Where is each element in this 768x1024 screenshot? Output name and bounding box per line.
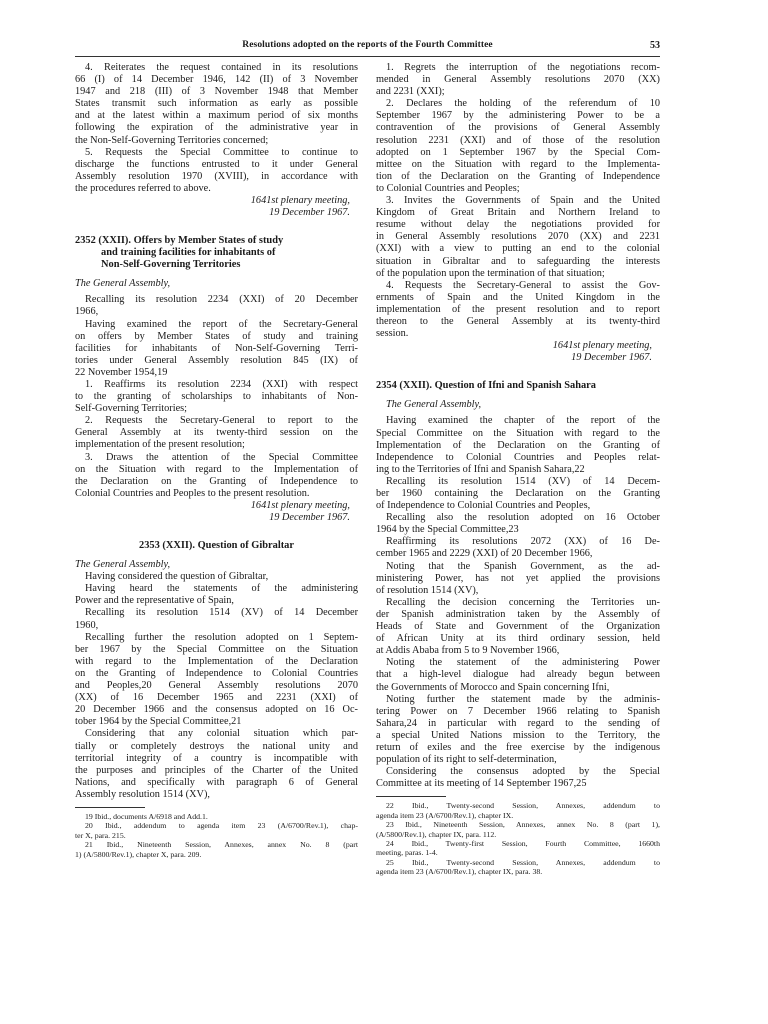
meeting-signature bbox=[75, 195, 358, 219]
text-line: 1960, bbox=[75, 619, 99, 631]
text-line: Implementation of the Declaration on the Granting of bbox=[376, 439, 660, 451]
text-line: facilities for inhabitants of Non-Self-Governing Terri- bbox=[75, 342, 358, 354]
text-line: 4. Reiterates the request contained in its resolutions bbox=[85, 62, 358, 73]
operative-paragraph-4 bbox=[376, 280, 660, 340]
recalling-paragraph bbox=[75, 294, 358, 318]
operative-paragraph-3 bbox=[376, 195, 660, 280]
text-line: Heads of State and Government of the Organization bbox=[376, 621, 660, 633]
recalling-decision-paragraph bbox=[376, 597, 660, 657]
text-line: contravention of the provisions of General Assembly bbox=[376, 122, 660, 134]
text-line: (XXI) with a view to putting an end to the colonial bbox=[376, 243, 660, 255]
text-line: Independence to Colonial Countries and Peoples relat- bbox=[376, 451, 660, 463]
text-line: tering Power on 7 December 1966 relating to Spanish bbox=[376, 705, 660, 717]
text-line: ber 1967 by the Special Committee on the Situation bbox=[75, 643, 358, 655]
general-assembly-line: The General Assembly, bbox=[75, 278, 171, 290]
text-line: in General Assembly resolutions 2070 (XX) and 2231 bbox=[376, 231, 660, 243]
text-line: Assembly resolution 1514 (XV), bbox=[75, 788, 210, 800]
text-line: of Independence to Colonial Countries and Peoples, bbox=[376, 500, 591, 512]
text-line: 19 December 1967. bbox=[571, 352, 652, 364]
footnote-rule bbox=[376, 796, 446, 797]
recalling-paragraph bbox=[376, 476, 660, 512]
left-column bbox=[75, 62, 358, 859]
having-heard-paragraph bbox=[75, 583, 358, 607]
page-number: 53 bbox=[650, 40, 660, 51]
operative-paragraph-2 bbox=[75, 415, 358, 451]
text-line: following the expiration of the administrative year in bbox=[75, 122, 358, 134]
text-line: 1947 and 218 (III) of 3 November 1948 that Member bbox=[75, 86, 358, 98]
running-title: Resolutions adopted on the reports of the Fourth Committee bbox=[242, 40, 493, 50]
text-line: 1641st plenary meeting, bbox=[250, 195, 350, 207]
heading-line: Non-Self-Governing Territories bbox=[101, 259, 241, 271]
footnote: meeting, paras. 1-4. bbox=[376, 848, 438, 858]
noting-statement-paragraph bbox=[376, 657, 660, 693]
text-line: with regard to the Implementation of the Declaration bbox=[75, 655, 358, 667]
text-line: population of its right to self-determination, bbox=[376, 754, 557, 766]
text-line: Recalling also the resolution adopted on 16 October bbox=[386, 512, 660, 524]
text-line: Reaffirming its resolutions 2072 (XX) of 16 De- bbox=[386, 536, 660, 548]
resolution-2353-heading: 2353 (XXII). Question of Gibraltar bbox=[139, 540, 294, 552]
text-line: 1. Regrets the interruption of the negotiations recom- bbox=[386, 62, 660, 73]
text-line: 20 December 1966 and the consensus adopted on 16 Oc- bbox=[75, 704, 358, 716]
text-line: Considering the consensus adopted by the Special bbox=[386, 766, 660, 778]
text-line: tober 1964 by the Special Committee,21 bbox=[75, 716, 242, 728]
text-line: at Addis Ababa from 5 to 9 November 1966, bbox=[376, 645, 560, 657]
text-line: 22 November 1954,19 bbox=[75, 366, 168, 378]
operative-paragraph-2 bbox=[376, 98, 660, 195]
heading-line: 2352 (XXII). Offers by Member States of study bbox=[75, 235, 284, 247]
text-line: resume without delay the negotiations provided for bbox=[376, 219, 660, 231]
text-line: 1. Reaffirms its resolution 2234 (XXI) with respect bbox=[85, 378, 358, 390]
text-line: 3. Draws the attention of the Special Committee bbox=[85, 451, 358, 463]
text-line: that a high-level dialogue had already begun between bbox=[376, 669, 660, 681]
operative-paragraph-1 bbox=[376, 62, 660, 98]
general-assembly-line: The General Assembly, bbox=[386, 399, 482, 411]
footnote: 25 Ibid., Twenty-second Session, Annexes, addendum to bbox=[386, 857, 660, 867]
text-line: Kingdom of Great Britain and Northern Ireland to bbox=[376, 207, 660, 219]
text-line: (XX) of 16 December 1965 and 2231 (XXI) of bbox=[75, 692, 358, 704]
noting-further-paragraph bbox=[376, 694, 660, 767]
text-line: return of exiles and the free exercise by the indigenous bbox=[376, 741, 660, 753]
text-line: General Assembly at its twenty-third session on the bbox=[75, 427, 358, 439]
text-line: Recalling its resolution 1514 (XV) of 14 December bbox=[85, 607, 358, 619]
text-line: tories under General Assembly resolution 845 (IX) of bbox=[75, 354, 358, 366]
text-line: session. bbox=[376, 328, 409, 340]
text-line: Recalling further the resolution adopted on 1 Septem- bbox=[85, 631, 358, 643]
footnotes-left bbox=[75, 812, 358, 859]
text-line: and Peoples,20 General Assembly resolutions 2070 bbox=[75, 680, 358, 692]
footnotes-right bbox=[376, 801, 660, 876]
noting-paragraph bbox=[376, 561, 660, 597]
text-line: ernments of Spain and the United Kingdom in the bbox=[376, 291, 660, 303]
text-line: thereon to the General Assembly at its twenty-third bbox=[376, 315, 660, 327]
text-line: of resolution 1514 (XV), bbox=[376, 584, 479, 596]
footnote: 21 Ibid., Nineteenth Session, Annexes, annex No. 8 (part bbox=[85, 840, 358, 850]
text-line: Assembly resolution 1970 (XVIII), in accordance with bbox=[75, 170, 358, 182]
paragraph-5 bbox=[75, 147, 358, 195]
text-line: States transmit such information as early as possible bbox=[75, 98, 358, 110]
having-examined-paragraph bbox=[75, 319, 358, 379]
recalling-also-paragraph bbox=[376, 512, 660, 536]
text-line: Self-Governing Territories; bbox=[75, 403, 188, 415]
recalling-further-paragraph bbox=[75, 632, 358, 729]
text-line: Committee at its meeting of 14 September 1967,25 bbox=[376, 778, 587, 790]
text-line: tion of the Declaration on the Granting of Independence bbox=[376, 170, 660, 182]
text-line: 1966, bbox=[75, 306, 99, 318]
resolution-2354-heading: 2354 (XXII). Question of Ifni and Spanish Sahara bbox=[376, 380, 596, 392]
text-line: 1641st plenary meeting, bbox=[552, 340, 652, 352]
text-line: implementation of the present resolution; bbox=[75, 439, 245, 451]
footnote-rule bbox=[75, 807, 145, 808]
text-line: Considering that any colonial situation which par- bbox=[85, 728, 358, 740]
text-line: ing to the Territories of Ifni and Spanish Sahara,22 bbox=[376, 463, 585, 475]
recalling-paragraph bbox=[75, 607, 358, 631]
text-line: Colonial Countries and Peoples to the present resolution. bbox=[75, 487, 310, 499]
footnote: 19 Ibid., documents A/6918 and Add.1. bbox=[85, 811, 208, 821]
resolution-2352-heading bbox=[75, 235, 358, 271]
footnote: 20 Ibid., addendum to agenda item 23 (A/6700/Rev.1), chap- bbox=[85, 821, 358, 831]
text-line: Having heard the statements of the administering bbox=[85, 583, 358, 595]
text-line: territorial integrity of a country is incompatible with bbox=[75, 752, 358, 764]
text-line: the Declaration on the Granting of Independence to bbox=[75, 475, 358, 487]
having-examined-paragraph bbox=[376, 415, 660, 475]
text-line: cember 1965 and 2229 (XXI) of 20 December 1966, bbox=[376, 548, 593, 560]
right-column bbox=[376, 62, 660, 877]
text-line: Noting that the Spanish Government, as the ad- bbox=[386, 560, 660, 572]
footnote: 24 Ibid., Twenty-first Session, Fourth Committee, 1660th bbox=[386, 838, 660, 848]
footnote: 1) (A/5800/Rev.1), chapter X, para. 209. bbox=[75, 849, 202, 859]
meeting-signature bbox=[376, 340, 660, 364]
text-line: 1641st plenary meeting, bbox=[250, 499, 350, 511]
operative-paragraph-1 bbox=[75, 379, 358, 415]
footnote: 22 Ibid., Twenty-second Session, Annexes, addendum to bbox=[386, 801, 660, 811]
text-line: 2. Requests the Secretary-General to report to the bbox=[85, 415, 358, 427]
text-line: the procedures referred to above. bbox=[75, 182, 211, 194]
general-assembly-line: The General Assembly, bbox=[75, 559, 171, 571]
text-line: Noting the statement of the administering Power bbox=[386, 657, 660, 669]
text-line: 2. Declares the holding of the referendum of 10 bbox=[386, 98, 660, 110]
text-line: implementation of the present resolution and to report bbox=[376, 303, 660, 315]
considering-paragraph bbox=[376, 766, 660, 790]
footnote: (A/5800/Rev.1), chapter IX, para. 112. bbox=[376, 829, 497, 839]
footnote: agenda item 23 (A/6700/Rev.1), chapter IX. bbox=[376, 810, 514, 820]
text-line: der Spanish administration taken by the Assembly of bbox=[376, 608, 660, 620]
text-line: tially or completely destroys the national unity and bbox=[75, 740, 358, 752]
text-line: Noting further the statement made by the adminis- bbox=[386, 693, 660, 705]
text-line: and at the latest within a maximum period of six months bbox=[75, 110, 358, 122]
text-line: the Governments of Morocco and Spain concerning Ifni, bbox=[376, 681, 610, 693]
text-line: Sahara,24 in particular with regard to the sending of bbox=[376, 717, 660, 729]
text-line: and 2231 (XXI); bbox=[376, 86, 445, 98]
text-line: 66 (I) of 14 December 1946, 142 (II) of 3 November bbox=[75, 74, 358, 86]
text-line: 4. Requests the Secretary-General to assist the Gov- bbox=[386, 279, 660, 291]
operative-paragraph-3 bbox=[75, 452, 358, 500]
text-line: 19 December 1967. bbox=[269, 512, 350, 523]
text-line: to the granting of scholarships to inhabitants of Non- bbox=[75, 391, 358, 403]
text-line: Having examined the report of the Secretary-General bbox=[85, 318, 358, 330]
footnote: 23 Ibid., Nineteenth Session, Annexes, annex No. 8 (part 1), bbox=[386, 820, 660, 830]
text-line: of African Unity at its third ordinary session, held bbox=[376, 633, 660, 645]
text-line: of the population upon the termination of that situation; bbox=[376, 267, 605, 279]
text-line: resolution 2231 (XXI) and of those of the resolution bbox=[376, 134, 660, 146]
text-line: September 1967 by the administering Power to be a bbox=[376, 110, 660, 122]
reaffirming-paragraph bbox=[376, 536, 660, 560]
text-line: adopted on 1 September 1967 by the Special Com- bbox=[376, 146, 660, 158]
footnote: agenda item 23 (A/6700/Rev.1), chapter IX, para. 38. bbox=[376, 867, 543, 877]
text-line: Recalling its resolution 2234 (XXI) of 20 December bbox=[85, 294, 358, 306]
text-line: mittee on the Situation with regard to the Implementa- bbox=[376, 158, 660, 170]
considering-paragraph bbox=[75, 728, 358, 801]
text-line: Power and the representative of Spain, bbox=[75, 595, 234, 607]
text-line: Special Committee on the Situation with regard to the bbox=[376, 427, 660, 439]
text-line: 5. Requests the Special Committee to continue to bbox=[85, 146, 358, 158]
text-line: Recalling the decision concerning the Territories un- bbox=[386, 596, 660, 608]
text-line: ber 1960 containing the Declaration on the Granting bbox=[376, 488, 660, 499]
text-line: on the Granting of Independence to Colonial Countries bbox=[75, 667, 358, 679]
text-line: the Non-Self-Governing Territories concerned; bbox=[75, 134, 269, 146]
text-line: the purposes and principles of the Charter of the United bbox=[75, 764, 358, 776]
heading-line: and training facilities for inhabitants of bbox=[101, 247, 276, 259]
text-line: mended in General Assembly resolutions 2070 (XX) bbox=[376, 74, 660, 86]
text-line: Having examined the chapter of the report of the bbox=[386, 415, 660, 427]
text-line: 19 December 1967. bbox=[269, 207, 350, 219]
paragraph-4 bbox=[75, 62, 358, 147]
footnote: ter X, para. 215. bbox=[75, 830, 126, 840]
text-line: on offers by Member States of study and training bbox=[75, 330, 358, 342]
text-line: to Colonial Countries and Peoples; bbox=[376, 182, 520, 194]
text-line: a special United Nations mission to the Territory, the bbox=[376, 729, 660, 741]
text-line: situation in Gibraltar and to safeguarding the interests bbox=[376, 255, 660, 267]
text-line: 1964 by the Special Committee,23 bbox=[376, 524, 519, 536]
text-line: on the Situation with regard to the Implementation of bbox=[75, 463, 358, 475]
running-header bbox=[75, 40, 660, 57]
text-line: ministering Power, has not yet applied the provisions bbox=[376, 572, 660, 584]
text-line: 3. Invites the Governments of Spain and the United bbox=[386, 195, 660, 207]
text-line: Recalling its resolution 1514 (XV) of 14 Decem- bbox=[386, 475, 660, 487]
text-line: discharge the functions entrusted to it under General bbox=[75, 158, 358, 170]
having-considered-line: Having considered the question of Gibraltar, bbox=[85, 571, 269, 583]
text-line: Nations, and specifically with paragraph 6 of General bbox=[75, 776, 358, 788]
meeting-signature bbox=[75, 500, 358, 524]
